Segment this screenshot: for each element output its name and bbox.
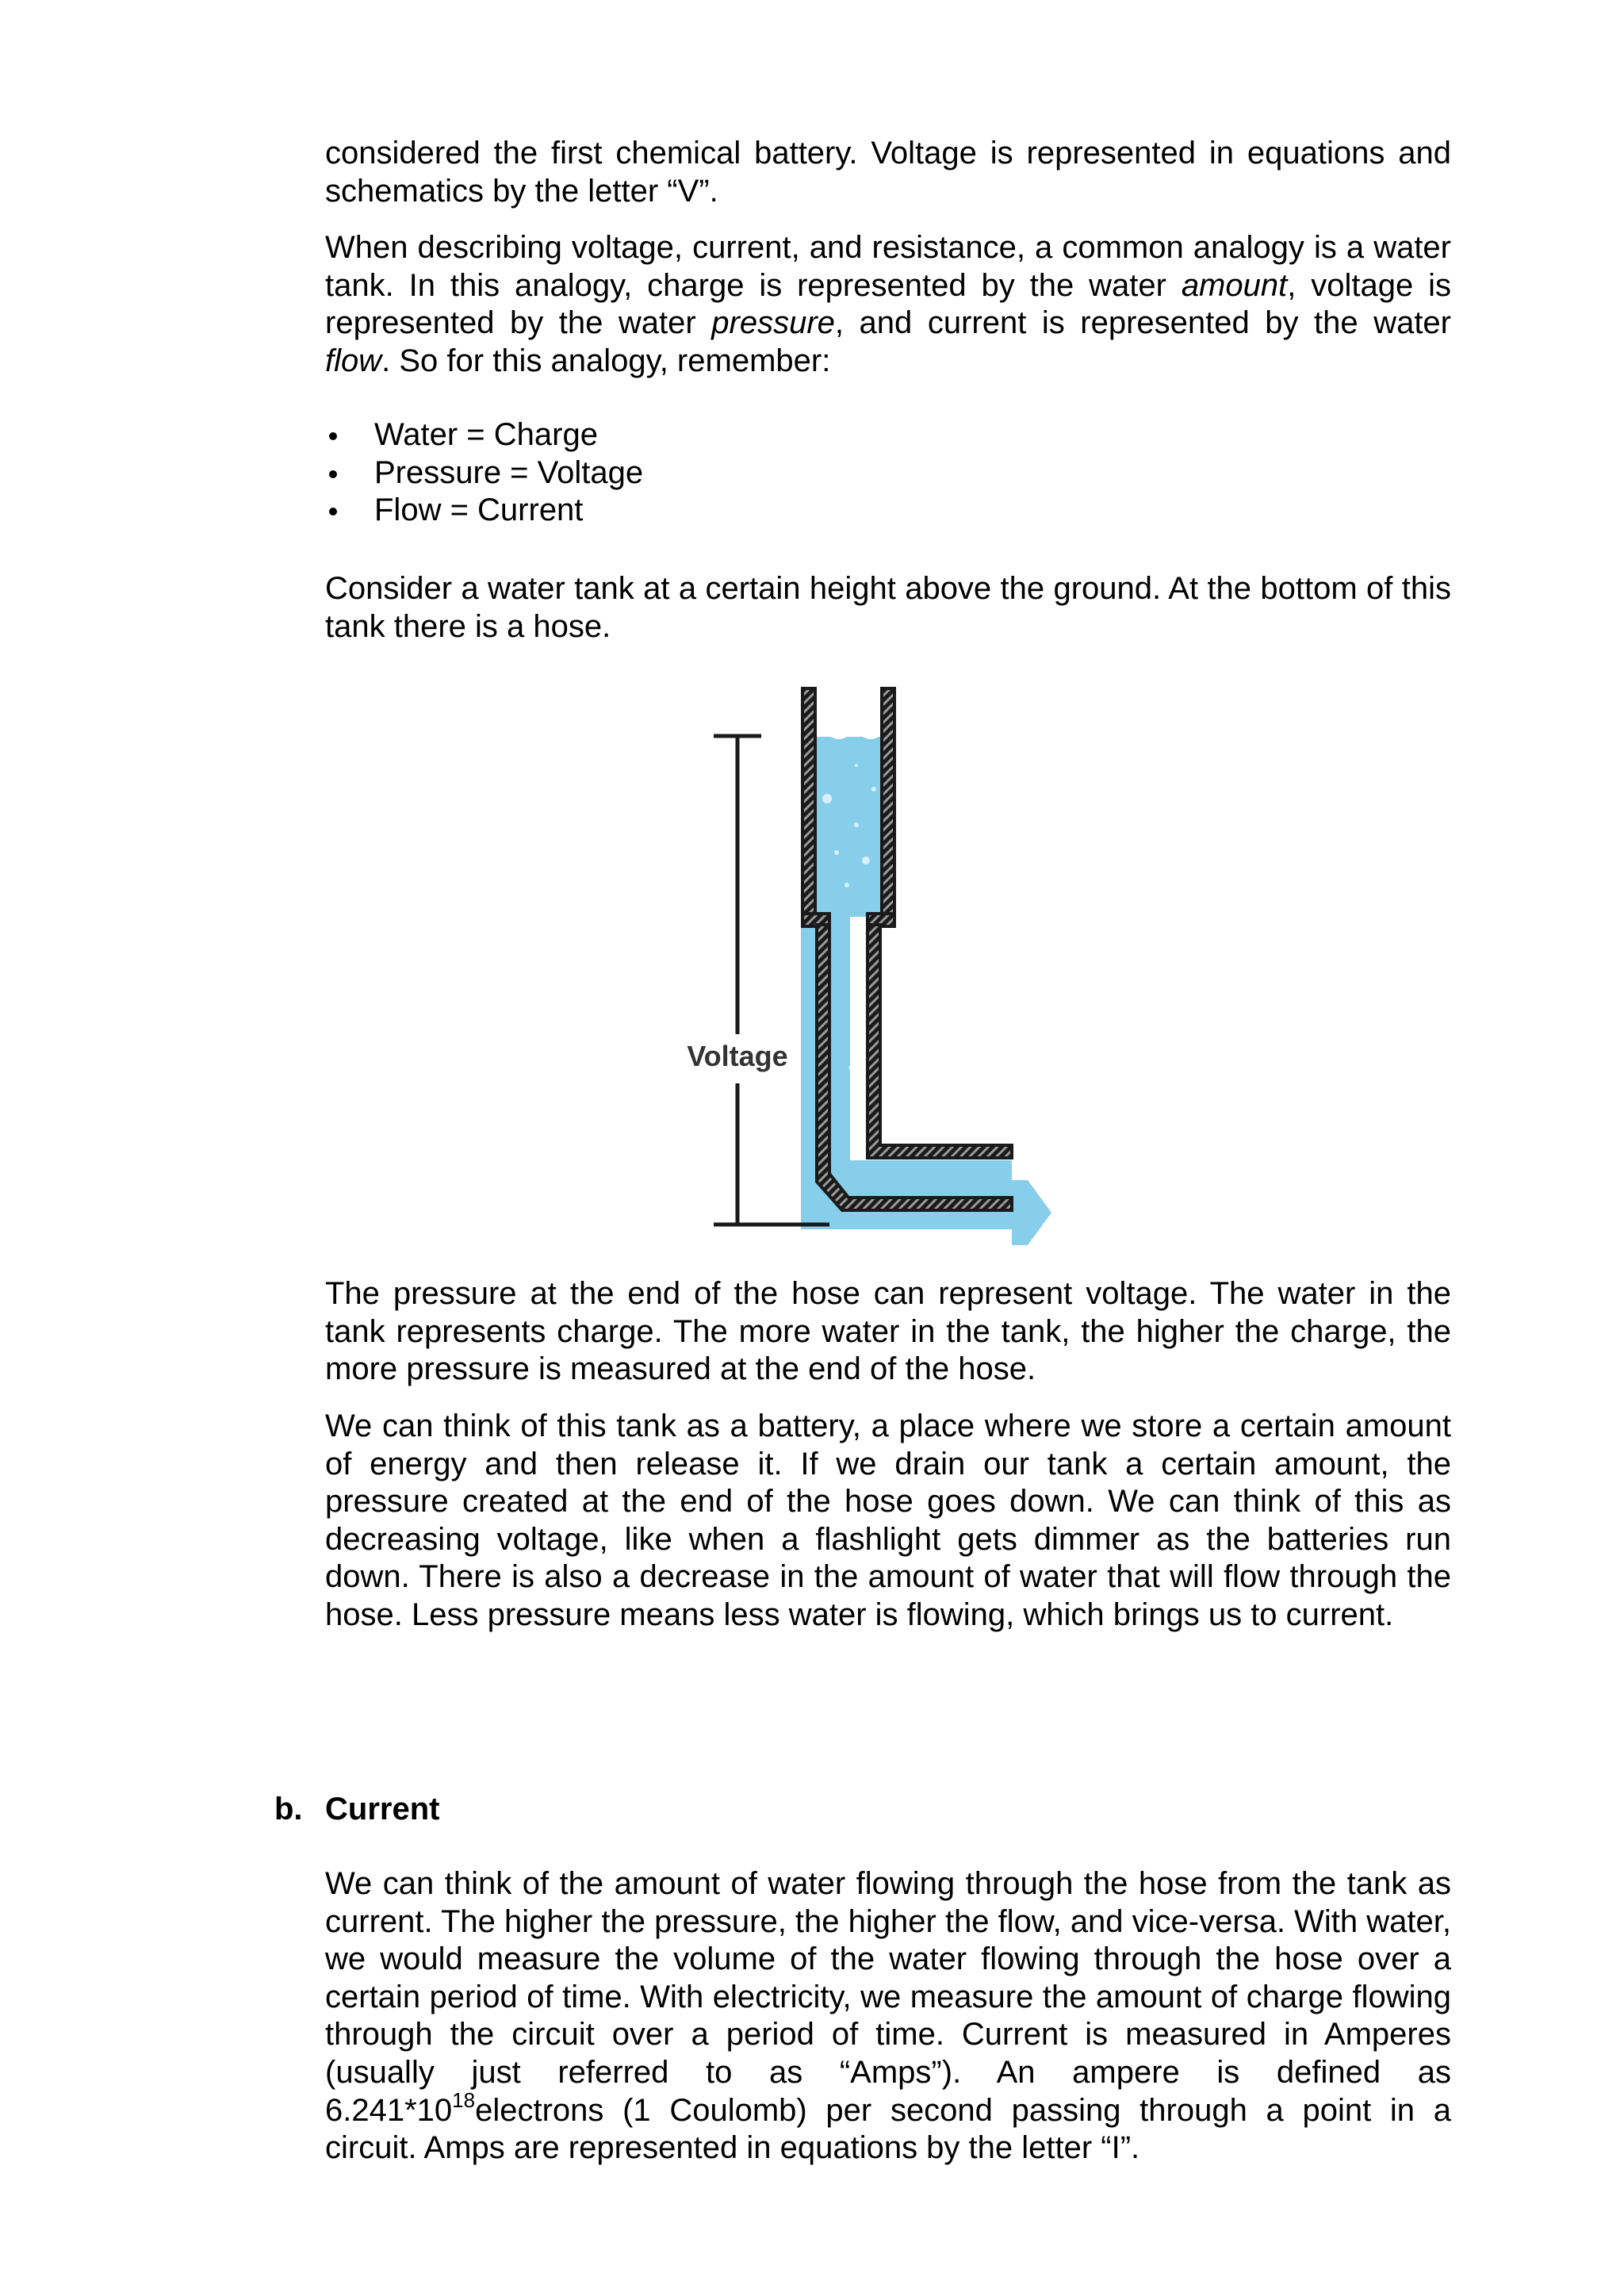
paragraph-text: Consider a water tank at a certain height above the ground. At the bottom of this tank there is a hose. (325, 571, 1451, 644)
list-item-text: Flow = Current (374, 493, 584, 528)
bullet-icon (329, 508, 337, 516)
paragraph-tank-setup (325, 570, 1451, 646)
emphasis-pressure: pressure (711, 305, 835, 341)
bubble (862, 857, 870, 864)
text-run: When describing voltage, current, and resistance, a common analogy is a water tank. In this analogy, charge is represented by the water (325, 230, 1451, 303)
analogy-bullet-list (325, 416, 643, 530)
bubble (855, 764, 858, 767)
water-tank-figure (687, 682, 1063, 1237)
list-item (325, 416, 643, 454)
water-body-fill (815, 737, 880, 917)
bubble (854, 822, 859, 827)
tank-left-wall (802, 688, 815, 926)
hose-right-wall (868, 925, 1012, 1158)
emphasis-flow: flow (325, 343, 382, 378)
section-number: b. (274, 1792, 303, 1826)
bubble (822, 794, 832, 803)
bullet-icon (329, 432, 337, 440)
bullet-icon (329, 470, 337, 478)
paragraph-text (325, 1865, 1451, 2168)
emphasis-amount: amount (1181, 267, 1288, 303)
water-tank-diagram (687, 682, 1063, 1237)
bubble (845, 883, 849, 887)
list-item (325, 492, 643, 530)
paragraph-text: considered the first chemical battery. Voltage is represented in equations and schematics by the letter “V”. (325, 136, 1451, 209)
paragraph-battery-intro (325, 135, 1451, 210)
section-title: Current (325, 1792, 440, 1826)
text-run: . So for this analogy, remember: (381, 343, 831, 378)
list-item-text: Pressure = Voltage (374, 454, 644, 490)
section-heading-current (274, 1791, 439, 1829)
paragraph-text (325, 229, 1451, 380)
paragraph-analogy (325, 229, 1451, 380)
text-run: , and current is represented by the water (834, 305, 1452, 341)
list-item-text: Water = Charge (374, 417, 598, 452)
bubble (871, 787, 876, 792)
text-run: We can think of the amount of water flowing through the hose from the tank as current. The higher the pressure, the higher the flow, and vice-versa. With water, we would measure the volume of the water flowing through the hose over a certain period of time. With electricity, we measure the amount of charge flowing through the circuit over a period of time. Current is measured in Amperes (usually just referred to as “Amps”). An ampere is defined as 6.241*10 (325, 1866, 1451, 2128)
text-run: electrons (1 Coulomb) per second passing through a point in a circuit. Amps are represented in equations by the letter “I”. (325, 2092, 1451, 2166)
paragraph-text: The pressure at the end of the hose can represent voltage. The water in the tank represents charge. The more water in the tank, the higher the charge, the more pressure is measured at the end of the hose. (325, 1276, 1451, 1387)
exponent: 18 (452, 2088, 476, 2113)
paragraph-pressure (325, 1275, 1451, 1389)
tank-right-wall (882, 688, 894, 926)
paragraph-battery-analogy (325, 1408, 1451, 1635)
bubble (834, 850, 839, 855)
voltage-label: Voltage (687, 1040, 788, 1072)
paragraph-current (325, 1865, 1451, 2168)
paragraph-text: We can think of this tank as a battery, a place where we store a certain amount of energy and then release it. If we drain our tank a certain amount, the pressure created at the end of the hose goes down. We can think of this as decreasing voltage, like when a flashlight gets dimmer as the batteries run down. There is also a decrease in the amount of water that will flow through the hose. Less pressure means less water is flowing, which brings us to current. (325, 1409, 1451, 1632)
text-run: , voltage is represented by the water (325, 267, 1451, 341)
flow-arrow-icon (848, 1067, 861, 1079)
list-item (325, 454, 643, 493)
